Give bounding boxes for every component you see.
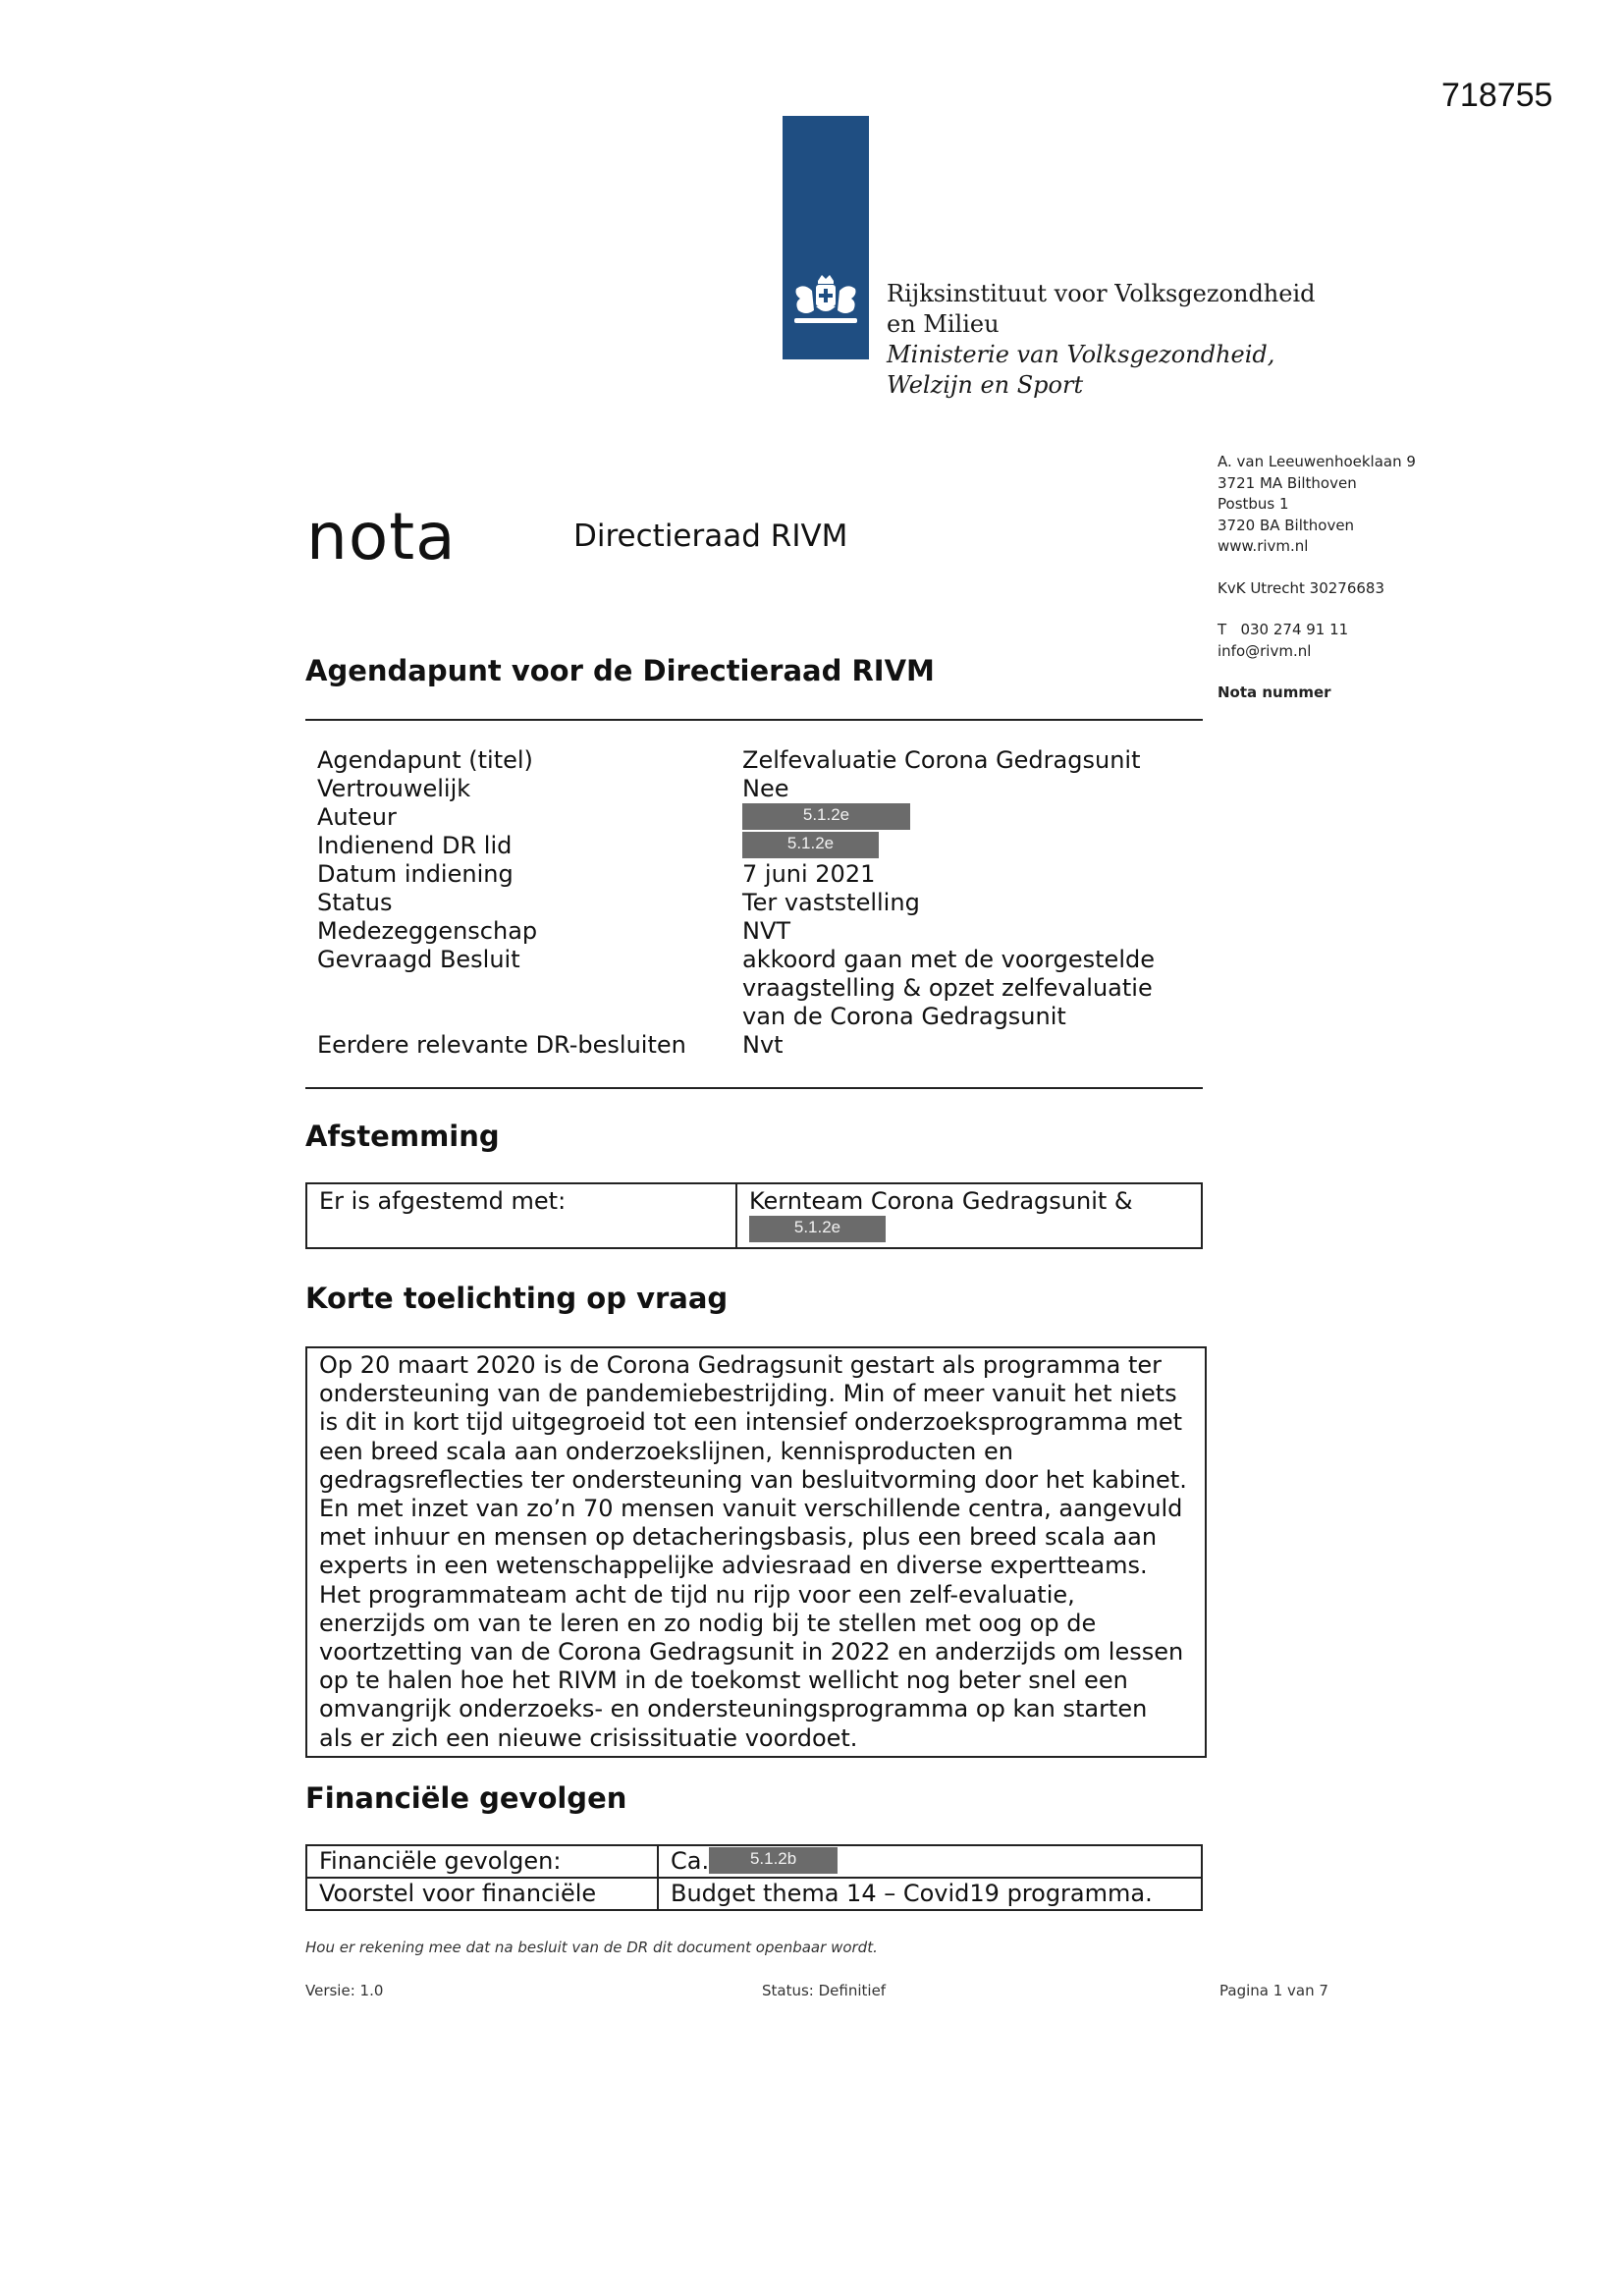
financieel-prefix: Ca. (671, 1847, 710, 1875)
document-number: 718755 (1441, 77, 1553, 114)
meta-value: Nvt (742, 1031, 784, 1059)
financieel-table (305, 1844, 1203, 1911)
text-line: enerzijds om van te leren en zo nodig bij te stellen met oog op de (319, 1609, 1097, 1637)
meta-label: Eerdere relevante DR-besluiten (317, 1031, 686, 1059)
org-line-2: en Milieu (887, 310, 1000, 338)
financieel-label: Voorstel voor financiële (306, 1878, 658, 1910)
text-line: gedragsreflecties ter ondersteuning van besluitvorming door het kabinet. (319, 1465, 1187, 1494)
text-line: voortzetting van de Corona Gedragsunit in 2022 en anderzijds om lessen (319, 1638, 1184, 1667)
financieel-value-cell (658, 1845, 1202, 1878)
redacted-mark: 5.1.2b (709, 1847, 838, 1874)
text-line: een breed scala aan onderzoekslijnen, kennisproducten en (319, 1437, 1013, 1465)
meta-row-date (317, 860, 1194, 889)
meta-row-decision-cont (317, 1003, 1194, 1031)
afstemming-heading: Afstemming (305, 1120, 500, 1153)
meta-label: Medezeggenschap (317, 917, 538, 945)
toelichting-box (305, 1346, 1207, 1758)
meta-value: vraagstelling & opzet zelfevaluatie (742, 974, 1153, 1002)
disclosure-note: Hou er rekening mee dat na besluit van de DR dit document openbaar wordt. (305, 1939, 878, 1956)
meta-label (317, 1003, 742, 1031)
meta-row-dr-member (317, 832, 1194, 860)
text-line: als er zich een nieuwe crisissituatie voordoet. (319, 1723, 858, 1752)
meta-row-decision-cont (317, 974, 1194, 1003)
redacted-mark: 5.1.2e (742, 803, 910, 830)
meta-value: van de Corona Gedragsunit (742, 1003, 1066, 1030)
divider (305, 1087, 1203, 1089)
text-line: ondersteuning van de pandemiebestrijding. Min of meer vanuit het niets (319, 1380, 1177, 1408)
meta-label (317, 974, 742, 1003)
meta-label: Indienend DR lid (317, 832, 513, 859)
meta-row-confidential (317, 775, 1194, 803)
meta-row-title (317, 746, 1194, 775)
nota-nummer-label: Nota nummer (1218, 683, 1331, 701)
afstemming-table (305, 1182, 1203, 1249)
meta-label: Agendapunt (titel) (317, 746, 533, 774)
meta-label: Auteur (317, 803, 397, 831)
redacted-mark: 5.1.2e (749, 1216, 886, 1242)
meta-value: Nee (742, 775, 789, 802)
toelichting-heading: Korte toelichting op vraag (305, 1282, 729, 1315)
organization-name (887, 279, 1316, 401)
crown-emblem-icon (783, 273, 869, 332)
board-title: Directieraad RIVM (573, 519, 848, 554)
text-line: Het programmateam acht de tijd nu rijp voor een zelf-evaluatie, (319, 1580, 1075, 1609)
meta-value: Ter vaststelling (742, 889, 920, 916)
address-street: A. van Leeuwenhoeklaan 9 (1218, 453, 1416, 470)
text-line: En met inzet van zo’n 70 mensen vanuit verschillende centra, aangevuld (319, 1495, 1183, 1523)
footer-version: Versie: 1.0 (305, 1982, 384, 1999)
meta-row-status (317, 889, 1194, 917)
meta-label: Vertrouwelijk (317, 775, 471, 802)
address-website: www.rivm.nl (1218, 537, 1309, 555)
text-line: Op 20 maart 2020 is de Corona Gedragsunit gestart als programma ter (319, 1351, 1163, 1379)
agenda-heading: Agendapunt voor de Directieraad RIVM (305, 654, 935, 687)
text-line: is dit in kort tijd uitgegroeid tot een intensief onderzoeksprogramma met (319, 1408, 1183, 1437)
address-postbus: Postbus 1 (1218, 495, 1289, 513)
meta-row-author (317, 803, 1194, 832)
agenda-meta-table (317, 746, 1194, 1060)
footer-page: Pagina 1 van 7 (1219, 1982, 1328, 1999)
address-phone: T 030 274 91 11 (1218, 621, 1349, 638)
financieel-heading: Financiële gevolgen (305, 1781, 627, 1815)
financieel-value: Budget thema 14 – Covid19 programma. (658, 1878, 1202, 1910)
text-line: met inhuur en mensen op detacheringsbasis, plus een breed scala aan (319, 1523, 1158, 1552)
org-line-3: Ministerie van Volksgezondheid, (887, 341, 1275, 368)
afstemming-label: Er is afgestemd met: (306, 1183, 736, 1248)
org-line-4: Welzijn en Sport (887, 371, 1084, 399)
address-postbus-city: 3720 BA Bilthoven (1218, 516, 1355, 534)
meta-value: 7 juni 2021 (742, 860, 876, 888)
meta-value (742, 803, 1194, 832)
meta-label: Status (317, 889, 393, 916)
afstemming-value: Kernteam Corona Gedragsunit & (749, 1187, 1133, 1215)
meta-row-previous-decisions (317, 1031, 1194, 1060)
meta-value: akkoord gaan met de voorgestelde (742, 946, 1155, 973)
address-block (1218, 452, 1416, 704)
financieel-label: Financiële gevolgen: (306, 1845, 658, 1878)
meta-value: Zelfevaluatie Corona Gedragsunit (742, 746, 1141, 774)
meta-label: Datum indiening (317, 860, 514, 888)
meta-label: Gevraagd Besluit (317, 946, 520, 973)
meta-row-participation (317, 917, 1194, 946)
redacted-mark: 5.1.2e (742, 832, 879, 858)
afstemming-value-cell (736, 1183, 1202, 1248)
address-kvk: KvK Utrecht 30276683 (1218, 578, 1384, 597)
divider (305, 719, 1203, 721)
address-email: info@rivm.nl (1218, 641, 1312, 660)
meta-value (742, 832, 1194, 860)
text-line: experts in een wetenschappelijke adviesraad en diverse expertteams. (319, 1552, 1148, 1580)
meta-value: NVT (742, 917, 791, 945)
text-line: omvangrijk onderzoeks- en ondersteuningsprogramma op kan starten (319, 1695, 1148, 1723)
meta-row-decision (317, 946, 1194, 974)
address-postcode: 3721 MA Bilthoven (1218, 473, 1357, 492)
text-line: op te halen hoe het RIVM in de toekomst wellicht nog beter snel een (319, 1667, 1128, 1695)
org-line-1: Rijksinstituut voor Volksgezondheid (887, 280, 1316, 307)
nota-title: nota (306, 499, 457, 574)
footer-status: Status: Definitief (762, 1982, 887, 1999)
